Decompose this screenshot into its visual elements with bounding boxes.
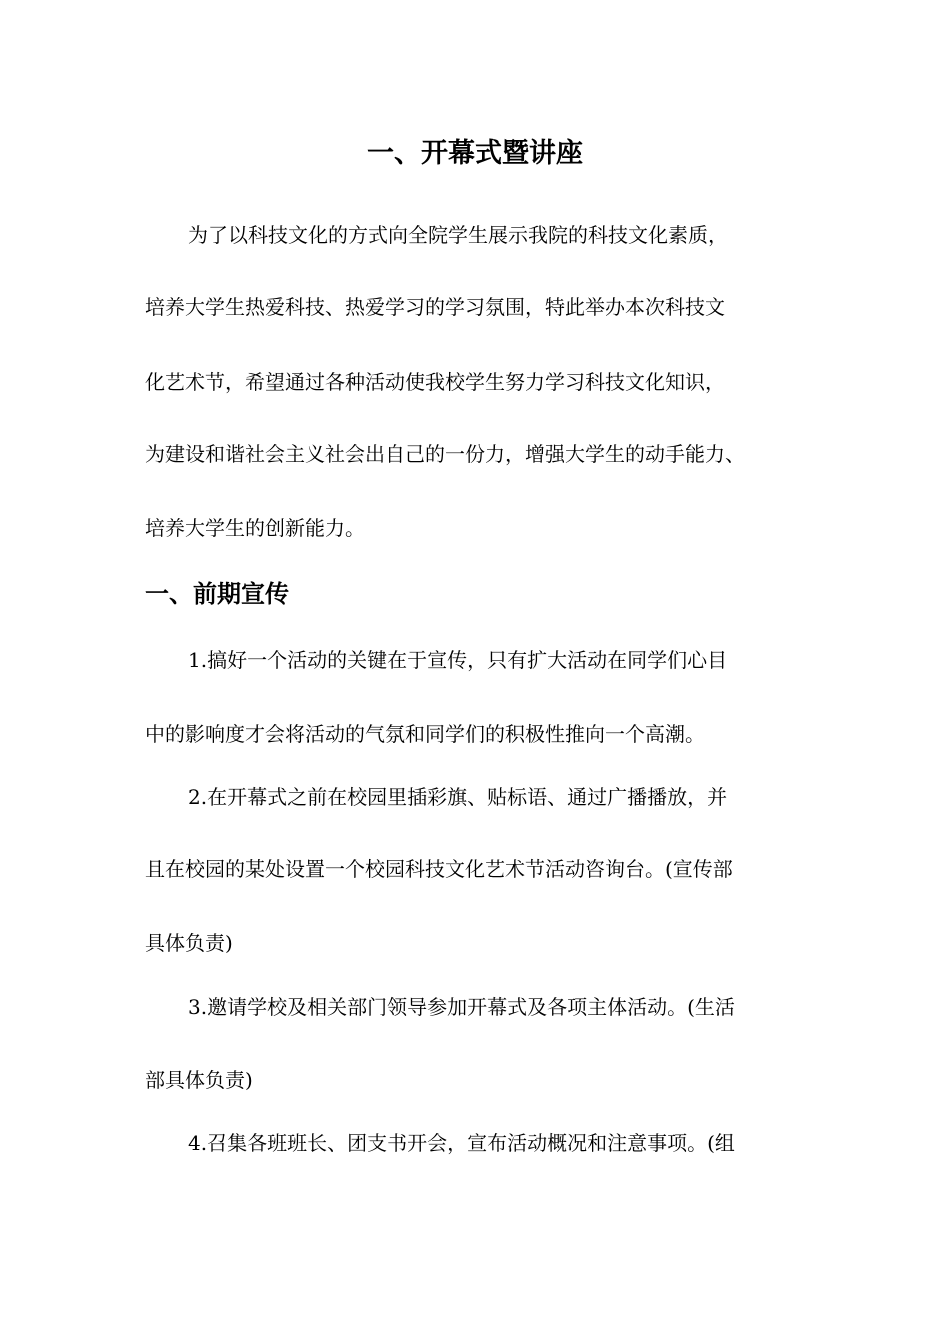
item-4-line: 4.召集各班班长、团支书开会，宣布活动概况和注意事项。(组 bbox=[188, 1131, 735, 1155]
item-3-line: 3.邀请学校及相关部门领导参加开幕式及各项主体活动。(生活 bbox=[188, 995, 735, 1019]
item-1-line: 中的影响度才会将活动的气氛和同学们的积极性推向一个高潮。 bbox=[145, 722, 705, 746]
section-heading: 一、前期宣传 bbox=[145, 580, 289, 608]
item-2-line: 且在校园的某处设置一个校园科技文化艺术节活动咨询台。(宣传部 bbox=[145, 857, 733, 881]
item-2-line: 具体负责) bbox=[145, 931, 233, 955]
intro-line: 培养大学生的创新能力。 bbox=[145, 516, 365, 540]
intro-line: 为建设和谐社会主义社会出自己的一份力，增强大学生的动手能力、 bbox=[145, 442, 745, 466]
item-2-line: 2.在开幕式之前在校园里插彩旗、贴标语、通过广播播放，并 bbox=[188, 785, 728, 809]
item-3-line: 部具体负责) bbox=[145, 1068, 253, 1092]
document-title: 一、开幕式暨讲座 bbox=[367, 138, 583, 169]
item-1-line: 1.搞好一个活动的关键在于宣传，只有扩大活动在同学们心目 bbox=[188, 648, 728, 672]
intro-line: 化艺术节，希望通过各种活动使我校学生努力学习科技文化知识， bbox=[145, 370, 725, 394]
intro-line: 培养大学生热爱科技、热爱学习的学习氛围，特此举办本次科技文 bbox=[145, 295, 725, 319]
intro-line: 为了以科技文化的方式向全院学生展示我院的科技文化素质， bbox=[188, 223, 728, 247]
